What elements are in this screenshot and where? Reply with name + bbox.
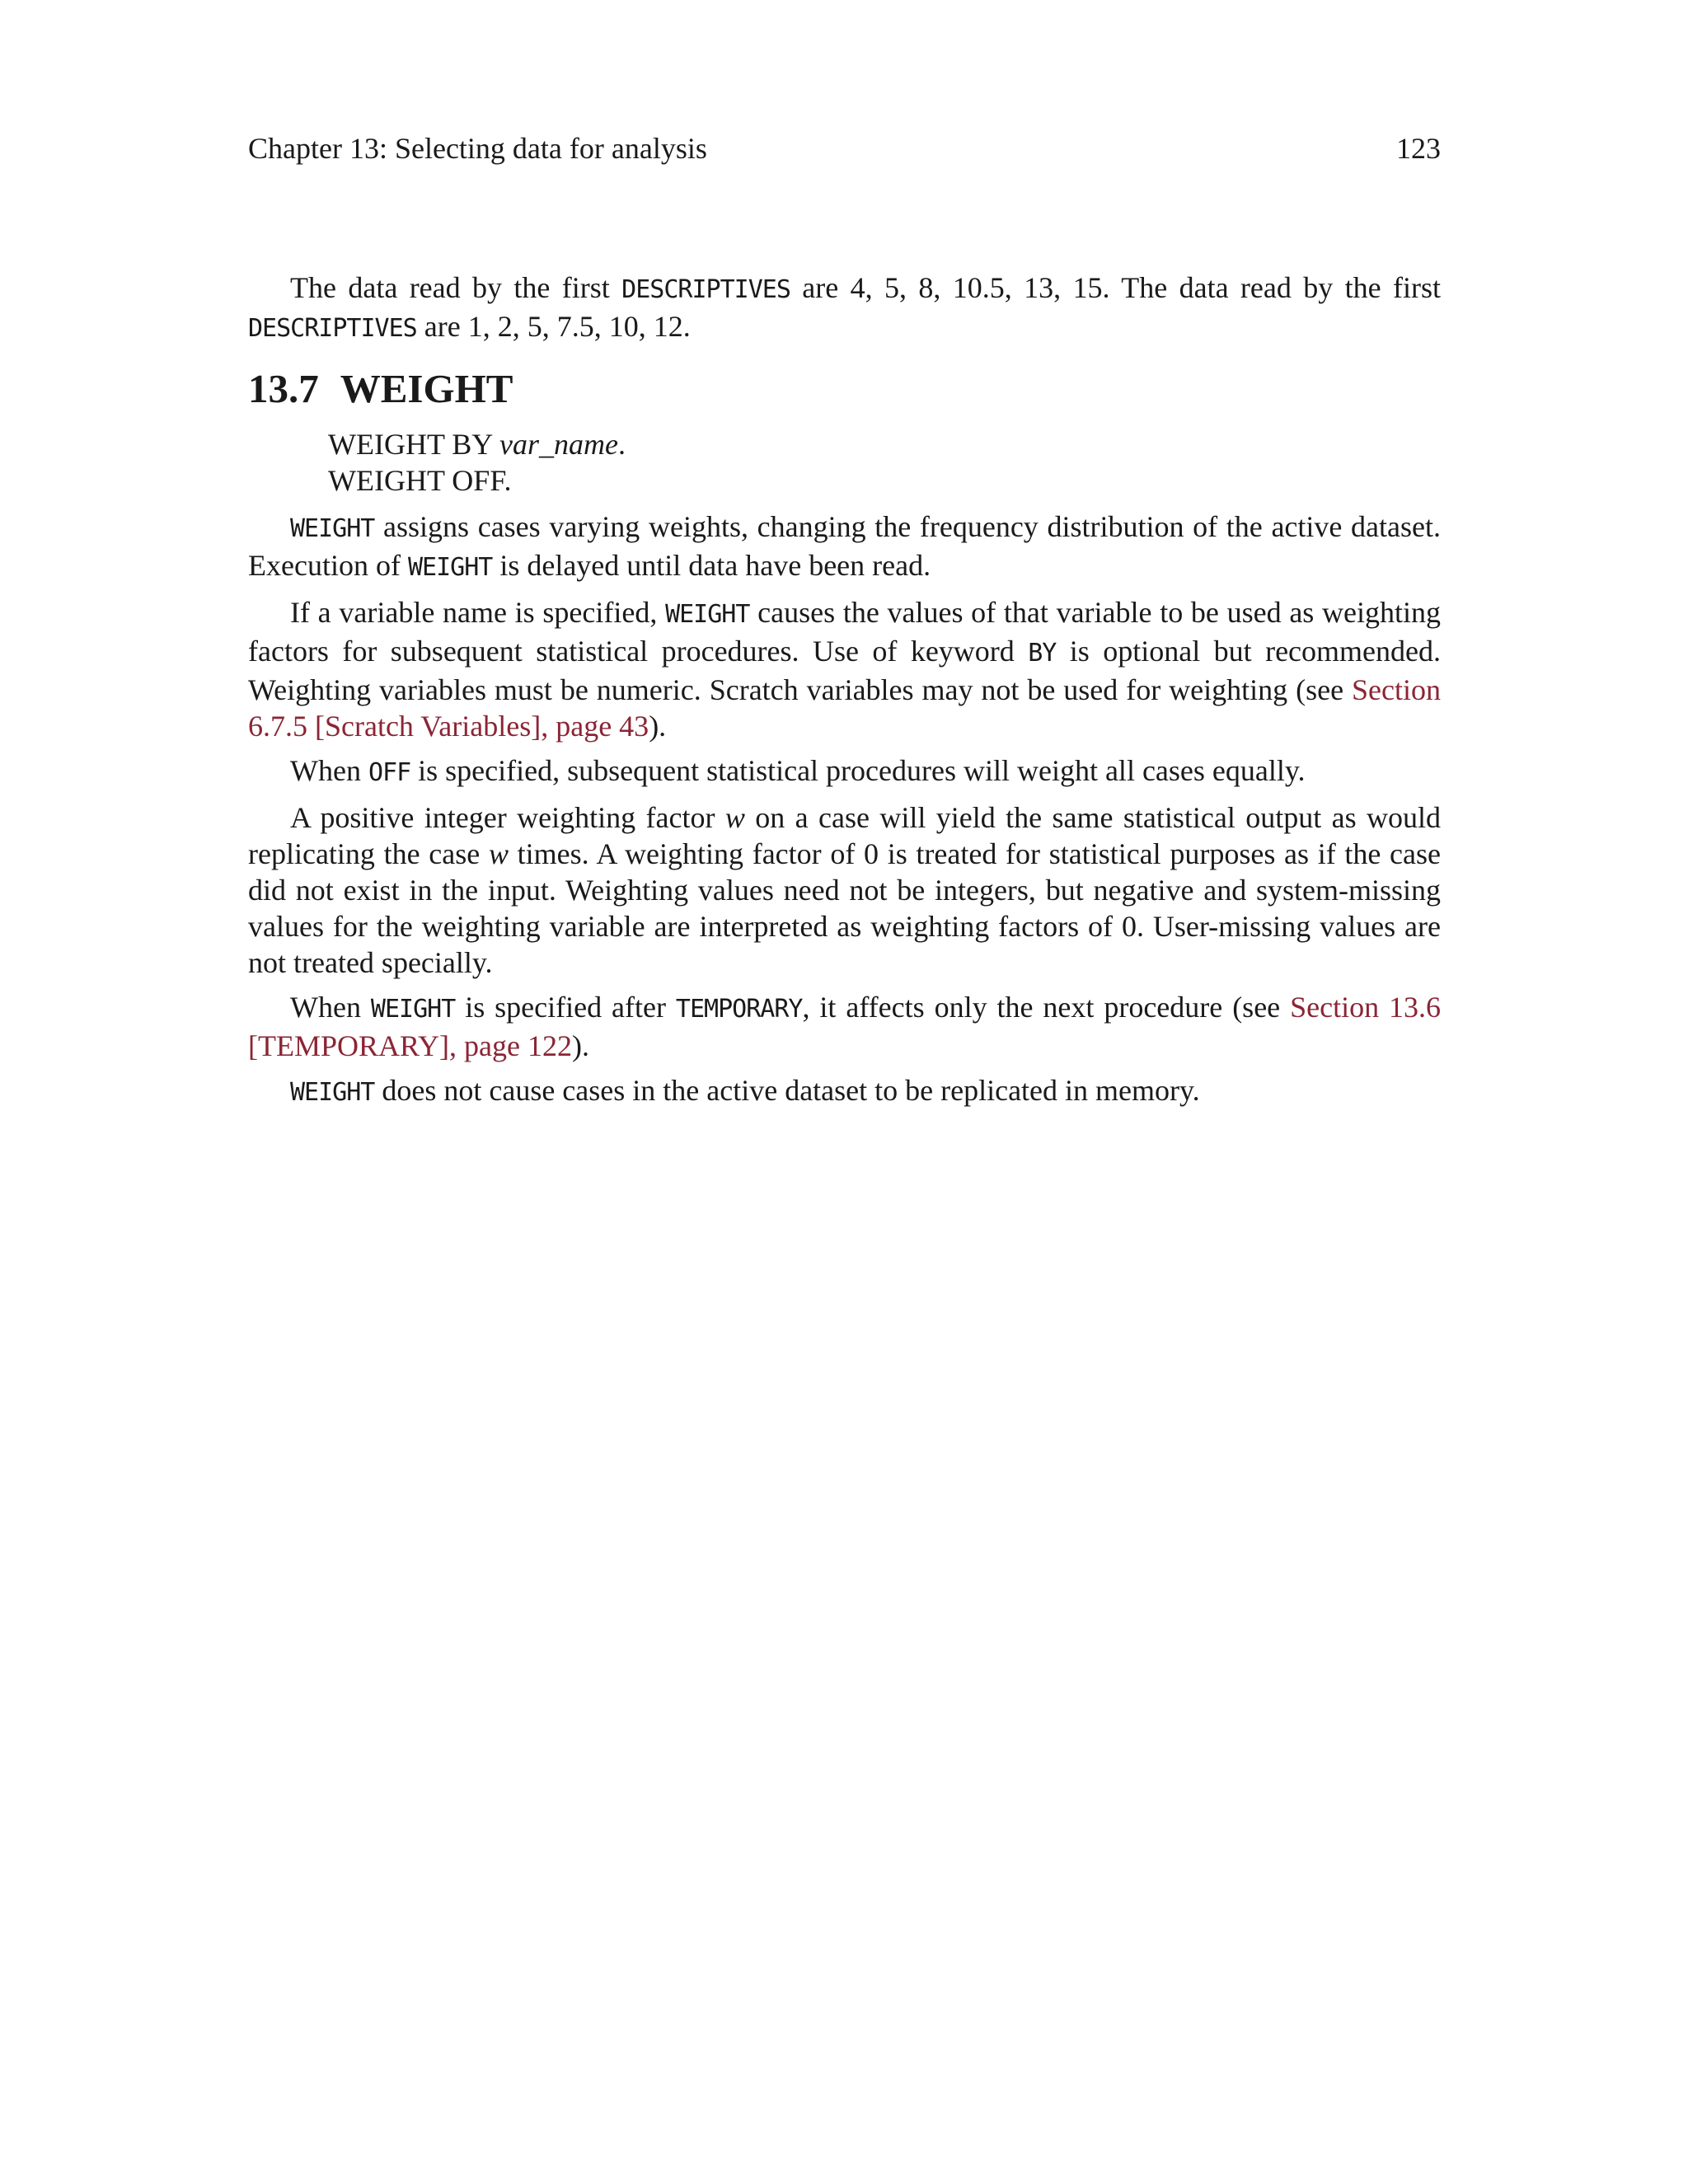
paragraph-memory (248, 1072, 1441, 1111)
text-run: When (290, 991, 371, 1024)
text-run: is optional but recommended. Weighting variables must be numeric. Scratch variables may not be used for weighting (see (248, 635, 1441, 706)
synopsis-line: WEIGHT OFF. (328, 464, 512, 497)
text-run: times. A weighting factor of 0 is treated for statistical purposes as if the case did not exist in the input. Weighting values need not be integers, but negative and system-missing values for the weighting variable are interpreted as weighting factors of 0. User-missing values are not treated specially. (248, 837, 1442, 979)
text-run: is specified after (455, 991, 676, 1024)
cross-reference-link[interactable]: Section 13.6 [TEMPORARY], page 122 (248, 991, 1442, 1062)
section-title: WEIGHT (340, 366, 513, 411)
text-run: A positive integer weighting factor (290, 801, 725, 834)
math-variable: w (724, 801, 745, 834)
page-number: 123 (1396, 132, 1441, 165)
body-text (248, 269, 1441, 1119)
code-keyword: WEIGHT (370, 995, 456, 1024)
running-header (248, 130, 1441, 166)
intro-paragraph (248, 269, 1441, 347)
paragraph-off (248, 752, 1441, 791)
paragraph-weight-intro (248, 509, 1441, 586)
synopsis-line (328, 426, 1441, 462)
text-run: , it affects only the next procedure (see (802, 991, 1291, 1024)
code-keyword: DESCRIPTIVES (621, 275, 790, 304)
section-number: 13.7 (248, 366, 319, 411)
text-run: is delayed until data have been read. (492, 549, 931, 582)
command-synopsis (328, 426, 1441, 499)
code-keyword: OFF (368, 758, 411, 787)
paragraph-temporary (248, 989, 1441, 1064)
section-heading (248, 365, 1441, 413)
code-keyword: WEIGHT (665, 600, 750, 629)
text-run: ). (571, 1029, 589, 1062)
paragraph-variable-name (248, 594, 1441, 744)
text-run: does not cause cases in the active dataset to be replicated in memory. (374, 1074, 1200, 1107)
document-page (248, 0, 1441, 2184)
text-run: WEIGHT BY (328, 428, 499, 461)
math-variable: w (488, 837, 509, 870)
text-run: are 1, 2, 5, 7.5, 10, 12. (416, 310, 691, 343)
code-keyword: WEIGHT (290, 1078, 375, 1107)
paragraph-weighting-factor (248, 799, 1441, 981)
cross-reference-link[interactable]: Section 6.7.5 [Scratch Variables], page 43 (248, 673, 1441, 743)
text-run: are 4, 5, 8, 10.5, 13, 15. The data read by the first (790, 271, 1442, 304)
argument-placeholder: var_name (499, 428, 618, 461)
code-keyword: WEIGHT (290, 514, 375, 543)
code-keyword: DESCRIPTIVES (248, 314, 417, 343)
text-run: . (617, 428, 626, 461)
code-keyword: BY (1028, 639, 1057, 668)
text-run: ). (649, 710, 667, 743)
text-run: When (290, 754, 368, 787)
text-run: is specified, subsequent statistical procedures will weight all cases equally. (410, 754, 1306, 787)
chapter-title: Chapter 13: Selecting data for analysis (248, 132, 707, 165)
text-run: The data read by the first (290, 271, 622, 304)
text-run: If a variable name is specified, (290, 596, 666, 629)
code-keyword: WEIGHT (407, 553, 493, 582)
code-keyword: TEMPORARY (675, 995, 803, 1024)
text-run: causes the values of that variable to be used as weighting factors for subsequent statistical procedures. Use of keyword (248, 596, 1441, 668)
text-run: on a case will yield the same statistical output as would replicating the case (248, 801, 1441, 870)
text-run: assigns cases varying weights, changing the frequency distribution of the active dataset. Execution of (248, 510, 1441, 582)
